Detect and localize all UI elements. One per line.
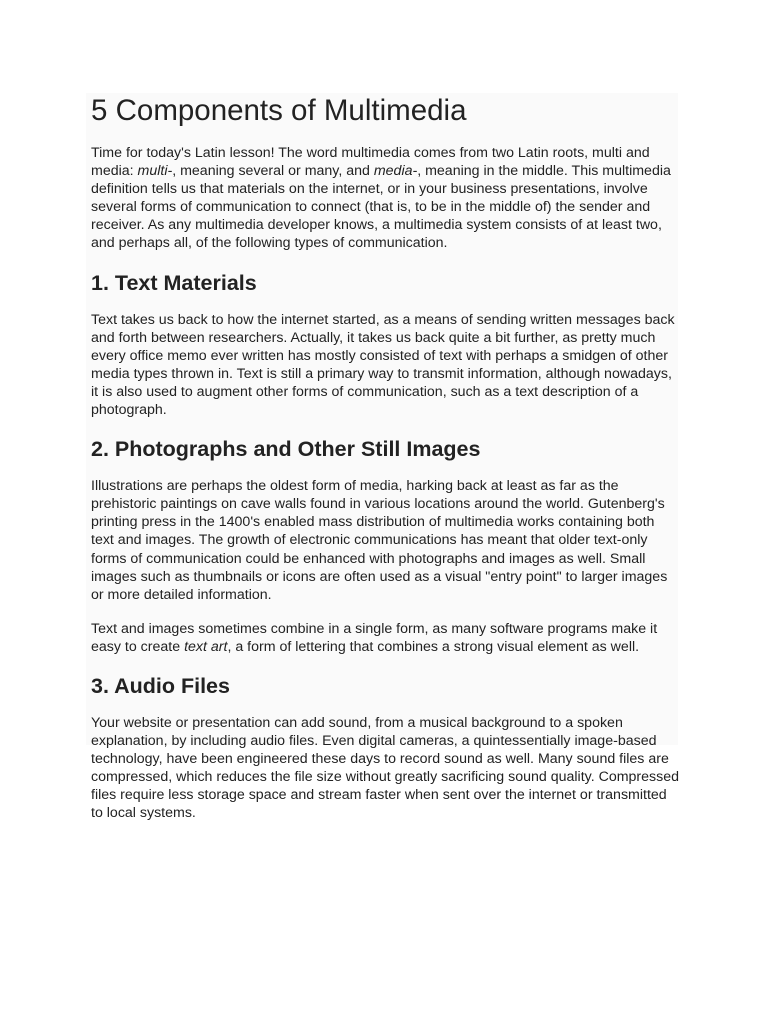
text-art-text-1: Text and images sometimes combine in a single form, as many software programs make it easy to create [91,620,658,655]
text-art-paragraph [91,620,681,656]
intro-term-media: media- [373,163,418,180]
text-art-term: text art [184,638,228,655]
intro-text-3: , meaning in the middle. This multimedia definition tells us that materials on the internet, or in your business presentations, involve several forms of communication to connect (that is, to be in the middle of) the sender and receiver. As any multimedia developer knows, a multimedia system consists of at least two, and perhaps all, of the following types of communication. [91,163,671,252]
text-art-text-2: , a form of lettering that combines a strong visual element as well. [227,638,640,655]
intro-text-1: Time for today's Latin lesson! The word multimedia comes from two Latin roots, multi and media: [91,145,650,180]
page-title: 5 Components of Multimedia [91,94,467,127]
intro-paragraph [91,144,681,253]
text-materials-paragraph: Text takes us back to how the internet started, as a means of sending written messages back and forth between researchers. Actually, it takes us back quite a bit further, as pretty much every office memo ever written has mostly consisted of text with perhaps a smidgen of other media types thrown in. Text is still a primary way to transmit information, although nowadays, it is also used to augment other forms of communication, such as a text description of a photograph. [91,311,675,419]
audio-files-paragraph: Your website or presentation can add sound, from a musical background to a spoken explanation, by including audio files. Even digital cameras, a quintessentially image-based technology, have been engineered these days to record sound as well. Many sound files are compressed, which reduces the file size without greatly sacrificing sound quality. Compressed files require less storage space and stream faster when sent over the internet or transmitted to local systems. [91,714,680,822]
intro-term-multi: multi- [137,163,173,180]
section-heading-photographs: 2. Photographs and Other Still Images [91,437,481,462]
intro-text-2: , meaning several or many, and [172,163,374,180]
section-heading-text-materials: 1. Text Materials [91,270,257,295]
section-heading-audio-files: 3. Audio Files [91,673,230,698]
photographs-paragraph: Illustrations are perhaps the oldest form of media, harking back at least as far as the prehistoric paintings on cave walls found in various locations around the world. Gutenberg's printing press in the 1400's enabled mass distribution of multimedia works containing both text and images. The growth of electronic communications has meant that older text-only forms of communication could be enhanced with photographs and images as well. Small images such as thumbnails or icons are often used as a visual "entry point" to larger images or more detailed information. [91,478,668,603]
article [91,92,681,839]
